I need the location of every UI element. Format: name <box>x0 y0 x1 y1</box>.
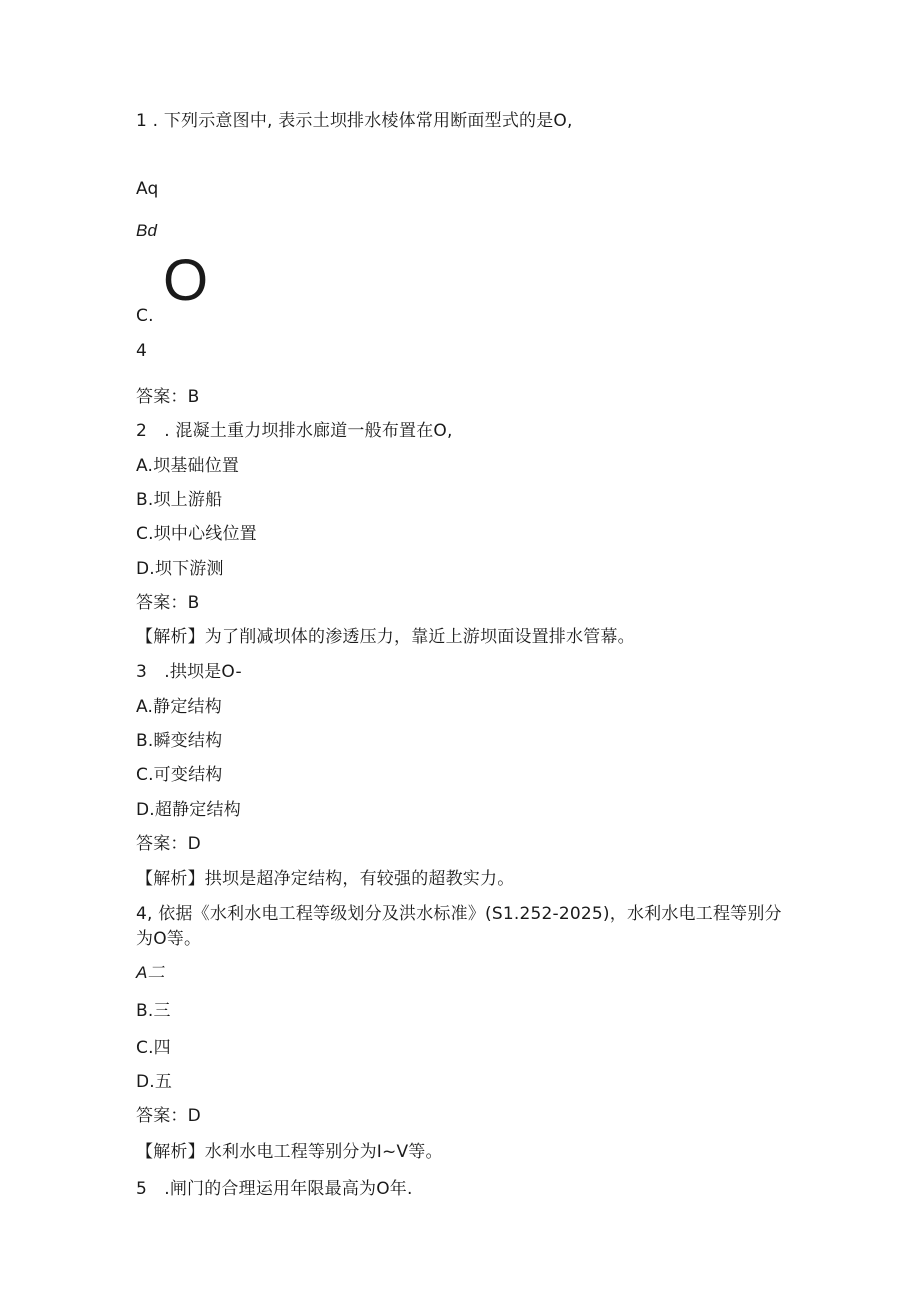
q4-analysis: 【解析】水利水电工程等别分为I~V等。 <box>136 1142 443 1162</box>
q4-option-c: C.四 <box>136 1038 171 1058</box>
q2-option-a: A.坝基础位置 <box>136 456 240 476</box>
q3-stem: 3 .拱坝是O- <box>136 662 242 682</box>
q5-stem: 5 .闸门的合理运用年限最高为O年. <box>136 1179 413 1199</box>
q4-option-b: B.三 <box>136 1001 171 1021</box>
q2-stem: 2 . 混凝土重力坝排水廊道一般布置在O, <box>136 421 453 441</box>
q2-option-d: D.坝下游测 <box>136 559 224 579</box>
q4-answer: 答案：D <box>136 1106 201 1126</box>
q1-answer: 答案：B <box>136 387 200 407</box>
q2-option-c: C.坝中心线位置 <box>136 524 257 544</box>
q3-answer: 答案：D <box>136 834 201 854</box>
q3-option-a: A.静定结构 <box>136 697 222 717</box>
q4-stem: 4, 依据《水利水电工程等级划分及洪水标准》(S1.252-2025)，水利水电工程等别分为O等。 <box>136 904 782 949</box>
q1-option-d: 4 <box>136 341 148 361</box>
q1-figure-glyph: O <box>163 248 209 313</box>
q3-option-b: B.瞬变结构 <box>136 731 223 751</box>
q3-option-d: D.超静定结构 <box>136 800 241 820</box>
q4-option-d: D.五 <box>136 1072 173 1092</box>
q1-option-b: Bd <box>136 221 158 240</box>
q1-option-a: Aq <box>136 179 159 199</box>
q2-answer: 答案：B <box>136 593 200 613</box>
q1-option-c: C. <box>136 306 154 326</box>
q3-analysis: 【解析】拱坝是超净定结构，有较强的超教实力。 <box>136 869 515 889</box>
q4-option-a: A二 <box>136 963 165 982</box>
q2-analysis: 【解析】为了削减坝体的渗透压力，靠近上游坝面设置排水管幕。 <box>136 627 635 647</box>
q3-option-c: C.可变结构 <box>136 765 223 785</box>
q2-option-b: B.坝上游船 <box>136 490 223 510</box>
q1-stem: 1 . 下列示意图中, 表示土坝排水棱体常用断面型式的是O, <box>136 111 573 131</box>
